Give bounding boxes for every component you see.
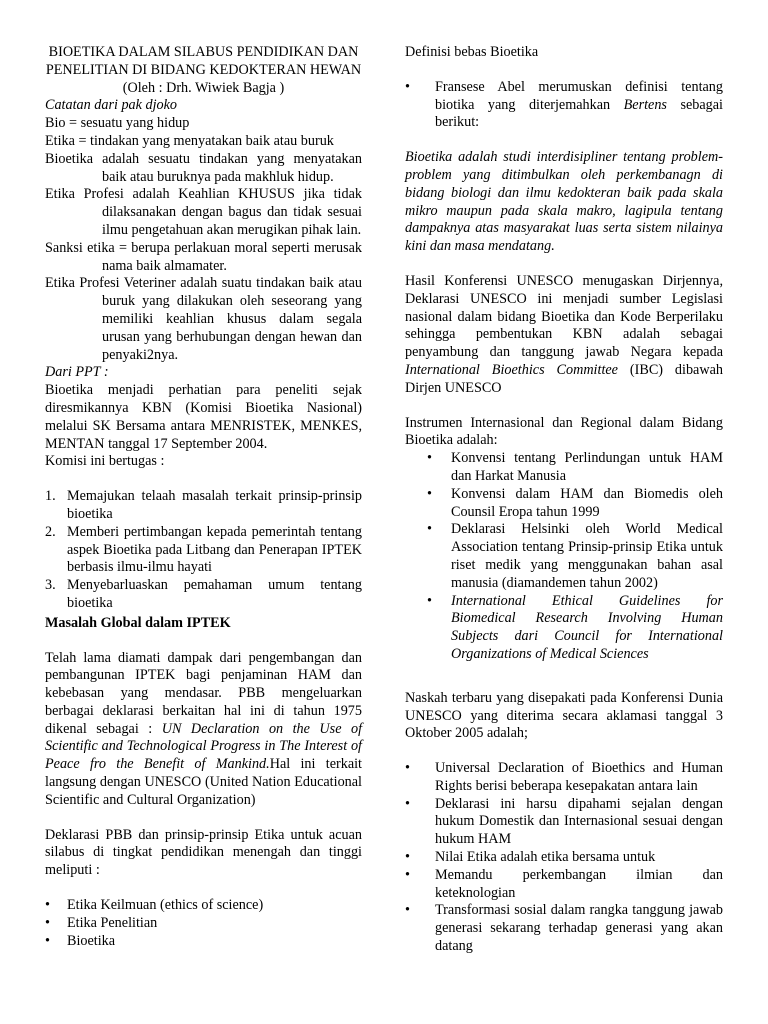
unesco-paragraph: Hasil Konferensi UNESCO menugaskan Dirjennya, Deklarasi UNESCO ini menjadi sumber Legislasi nasional dalam bidang Bioetika dan Kode Berperilaku sehingga pembentukan KBN adalah sebagai penyambung dan tanggung jawab Negara kepada International Bioethics Committee (IBC) dibawah Dirjen UNESCO bbox=[405, 272, 723, 396]
list-item: • International Ethical Guidelines for Biomedical Research Involving Human Subjects dari Council for International Organizations of Medical Sciences bbox=[427, 592, 723, 662]
list-item: 1. Memajukan telaah masalah terkait prinsip-prinsip bioetika bbox=[45, 488, 362, 522]
bullet-icon: • bbox=[45, 897, 50, 914]
bullet-icon: • bbox=[405, 78, 410, 95]
list-item: • Universal Declaration of Bioethics and Human Rights berisi beberapa kesepakatan antara lain bbox=[405, 760, 723, 794]
ppt-paragraph: Bioetika menjadi perhatian para peneliti sejak diresmikannya KBN (Komisi Bioetika Nasional) melalui SK Bersama antara MENRISTEK, MENKES, MENTAN tanggal 17 September 2004. bbox=[45, 382, 362, 452]
list-item: 3. Menyebarluaskan pemahaman umum tentang bioetika bbox=[45, 577, 362, 611]
definition-etika: Etika = tindakan yang menyatakan baik atau buruk bbox=[45, 132, 334, 149]
list-item: • Bioetika bbox=[45, 932, 116, 949]
bullet-icon: • bbox=[405, 849, 410, 866]
definition-etika-veteriner: Etika Profesi Veteriner adalah suatu tindakan baik atau buruk yang dilakukan oleh seseorang yang memiliki keahlian khusus dalam segala urusan yang berhubungan dengan hewan dan penyaki2nya. bbox=[45, 275, 362, 363]
document-title: BIOETIKA DALAM SILABUS PENDIDIKAN DAN PENELITIAN DI BIDANG KEDOKTERAN HEWAN (Oleh : Drh. Wiwiek Bagja ) bbox=[45, 44, 362, 96]
bullet-icon: • bbox=[405, 866, 410, 883]
section-heading-definisi: Definisi bebas Bioetika bbox=[405, 44, 539, 60]
bullet-icon: • bbox=[45, 914, 50, 931]
bullet-icon: • bbox=[405, 795, 410, 812]
definition-etika-profesi: Etika Profesi adalah Keahlian KHUSUS jika tidak dilaksanakan dengan bagus dan tidak sesuai ilmu pengetahuan akan merugikan pihak lain. bbox=[45, 186, 362, 238]
global-paragraph-1: Telah lama diamati dampak dari pengembangan dan pembangunan IPTEK bagi penjaminan HAM dan kebebasan yang mendasar. PBB mengeluarkan berbagai deklarasi berkaitan hal ini di tahun 1975 dikenal sebagai : UN Declaration on the Use of Scientific and Technological Progress in The Interest of Peace fro the Benefit of Mankind.Hal ini terkait langsung dengan UNESCO (United Nation Educational Scientific and Cultural Organization) bbox=[45, 649, 363, 808]
instrumen-bullet-list bbox=[405, 450, 723, 664]
list-item: • Etika Penelitian bbox=[45, 914, 158, 931]
list-item: • Deklarasi ini harsu dipahami sejalan dengan hukum Domestik dan Internasional sesuai dengan hukum HAM bbox=[405, 795, 723, 848]
right-column bbox=[405, 44, 723, 956]
definition-sanksi-etika: Sanksi etika = berupa perlakuan moral seperti merusak nama baik almamater. bbox=[45, 239, 362, 274]
bullet-icon: • bbox=[405, 760, 410, 777]
ppt-label: Dari PPT : bbox=[45, 364, 109, 381]
definition-bio: Bio = sesuatu yang hidup bbox=[45, 115, 190, 132]
notes-label: Catatan dari pak djoko bbox=[45, 97, 178, 114]
instrumen-intro: Instrumen Internasional dan Regional dalam Bidang Bioetika adalah: bbox=[405, 414, 723, 449]
list-item: • Memandu perkembangan ilmian dan keteknologian bbox=[405, 866, 723, 901]
silabus-bullet-list bbox=[45, 897, 362, 950]
bullet-icon: • bbox=[427, 521, 432, 538]
bullet-icon: • bbox=[427, 485, 432, 502]
list-item: • Fransese Abel merumuskan definisi tentang biotika yang diterjemahkan Bertens sebagai berikut: bbox=[405, 78, 723, 131]
left-column bbox=[45, 44, 362, 950]
list-item: • Etika Keilmuan (ethics of science) bbox=[45, 897, 264, 914]
bullet-icon: • bbox=[405, 902, 410, 919]
bullet-icon: • bbox=[427, 450, 432, 467]
deklarasi-bullet-list bbox=[405, 760, 723, 956]
bioetika-quote: Bioetika adalah studi interdisipliner tentang problem-problem yang ditimbulkan oleh perkembanagn di bidang biologi dan ilmu kedokteran baik pada skala mikro maupun pada skala makro, lagipula tentang dampaknya atas masyarakat luas serta sistem nilainya kini dan masa mendatang. bbox=[405, 149, 723, 255]
definisi-bullet-list bbox=[405, 79, 723, 132]
naskah-paragraph: Naskah terbaru yang disepakati pada Konferensi Dunia UNESCO yang diterima secara aklamasi tanggal 3 Oktober 2005 adalah; bbox=[405, 689, 723, 742]
definition-bioetika: Bioetika adalah sesuatu tindakan yang menyatakan baik atau buruknya pada makhluk hidup. bbox=[45, 150, 362, 185]
list-item: • Konvensi tentang Perlindungan untuk HAM dan Harkat Manusia bbox=[427, 450, 723, 484]
komisi-task-list bbox=[45, 488, 362, 613]
list-item: • Transformasi sosial dalam rangka tanggung jawab generasi sekarang terhadap generasi yang akan datang bbox=[405, 902, 723, 955]
bullet-icon: • bbox=[427, 592, 432, 609]
list-item: • Konvensi dalam HAM dan Biomedis oleh Counsil Eropa tahun 1999 bbox=[427, 485, 723, 520]
section-heading-global: Masalah Global dalam IPTEK bbox=[45, 614, 231, 631]
komisi-intro: Komisi ini bertugas : bbox=[45, 453, 165, 470]
list-item: • Deklarasi Helsinki oleh World Medical Association tentang Prinsip-prinsip Etika untuk riset medik yang menggunakan bahan asal manusia (diamandemen tahun 2002) bbox=[427, 521, 723, 591]
bullet-icon: • bbox=[45, 932, 50, 949]
list-item: 2. Memberi pertimbangan kepada pemerintah tentang aspek Bioetika pada Litbang dan Penerapan IPTEK berbasis ilmu-ilmu hayati bbox=[45, 523, 362, 576]
global-paragraph-2: Deklarasi PBB dan prinsip-prinsip Etika untuk acuan silabus di tingkat pendidikan menengah dan tinggi meliputi : bbox=[45, 826, 362, 879]
list-item: • Nilai Etika adalah etika bersama untuk bbox=[405, 849, 656, 866]
